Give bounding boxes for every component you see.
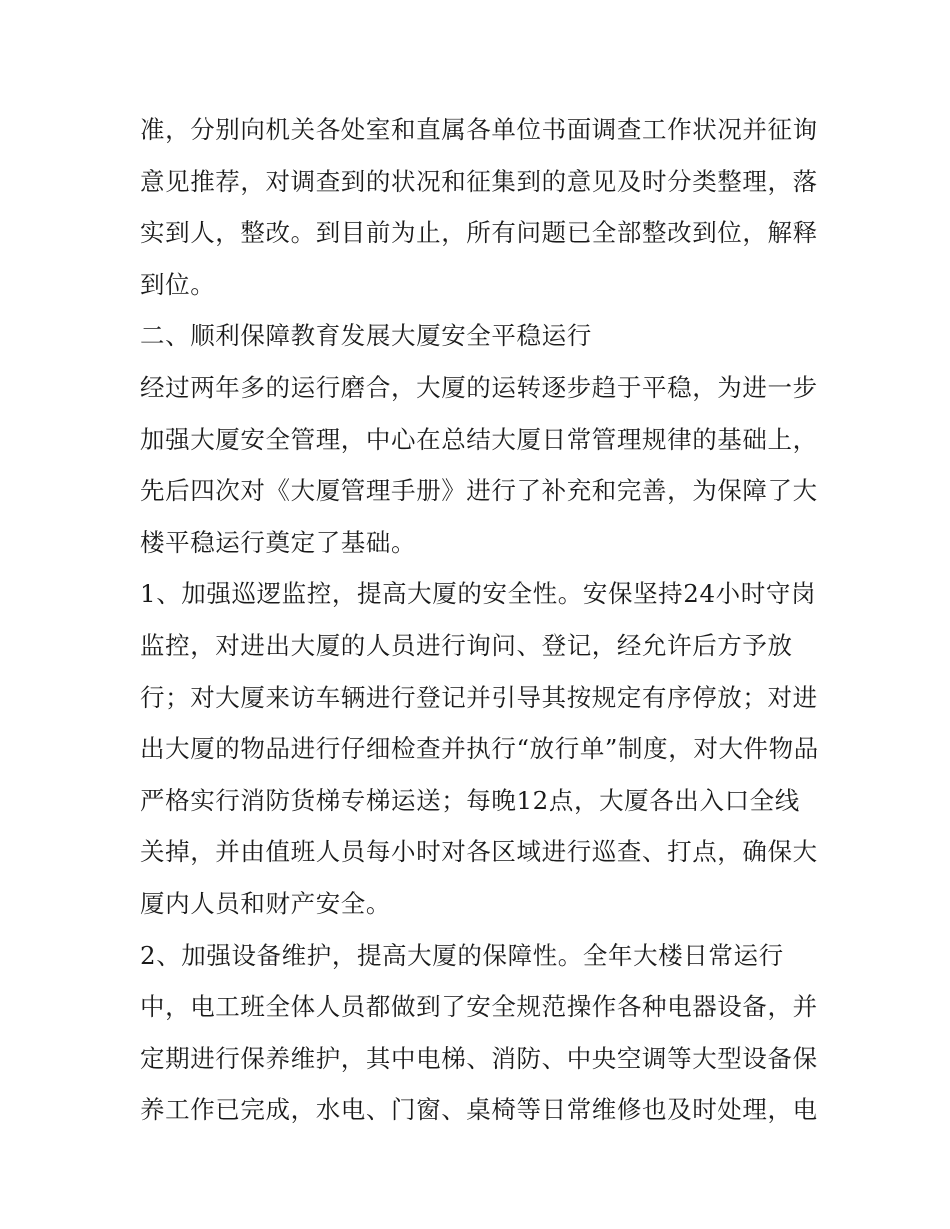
text-line: 监控，对进出大厦的人员进行询问、登记，经允许后方予放 bbox=[140, 630, 793, 660]
text-line: 意见推荐，对调查到的状况和征集到的意见及时分类整理，落 bbox=[140, 166, 818, 196]
text-line: 楼平稳运行奠定了基础。 bbox=[140, 527, 417, 557]
text-line: 行；对大厦来访车辆进行登记并引导其按规定有序停放；对进 bbox=[140, 682, 818, 712]
text-line: 准，分别向机关各处室和直属各单位书面调查工作状况并征询 bbox=[140, 115, 818, 144]
text-line: 关掉，并由值班人员每小时对各区域进行巡查、打点，确保大 bbox=[140, 837, 818, 867]
text-line: 厦内人员和财产安全。 bbox=[140, 888, 391, 918]
text-line: 定期进行保养维护，其中电梯、消防、中央空调等大型设备保 bbox=[140, 1043, 818, 1073]
text-line: 加强大厦安全管理，中心在总结大厦日常管理规律的基础上， bbox=[140, 424, 818, 454]
text-line: 中，电工班全体人员都做到了安全规范操作各种电器设备，并 bbox=[140, 992, 818, 1022]
text-line: 严格实行消防货梯专梯运送；每晚12点，大厦各出入口全线 bbox=[140, 785, 800, 815]
text-line: 实到人，整改。到目前为止，所有问题已全部整改到位，解释 bbox=[140, 218, 818, 248]
text-line: 养工作已完成，水电、门窗、桌椅等日常维修也及时处理，电 bbox=[140, 1095, 818, 1125]
body-text bbox=[140, 104, 820, 1136]
text-line: 先后四次对《大厦管理手册》进行了补充和完善，为保障了大 bbox=[140, 476, 818, 506]
text-line: 到位。 bbox=[140, 269, 216, 299]
text-line: 1、加强巡逻监控，提高大厦的安全性。安保坚持24小时守岗 bbox=[140, 579, 817, 609]
section-heading: 二、顺利保障教育发展大厦安全平稳运行 bbox=[140, 321, 592, 351]
text-line: 经过两年多的运行磨合，大厦的运转逐步趋于平稳，为进一步 bbox=[140, 372, 818, 402]
text-line: 2、加强设备维护，提高大厦的保障性。全年大楼日常运行 bbox=[140, 940, 784, 970]
text-line: 出大厦的物品进行仔细检查并执行“放行单”制度，对大件物品 bbox=[140, 734, 819, 764]
